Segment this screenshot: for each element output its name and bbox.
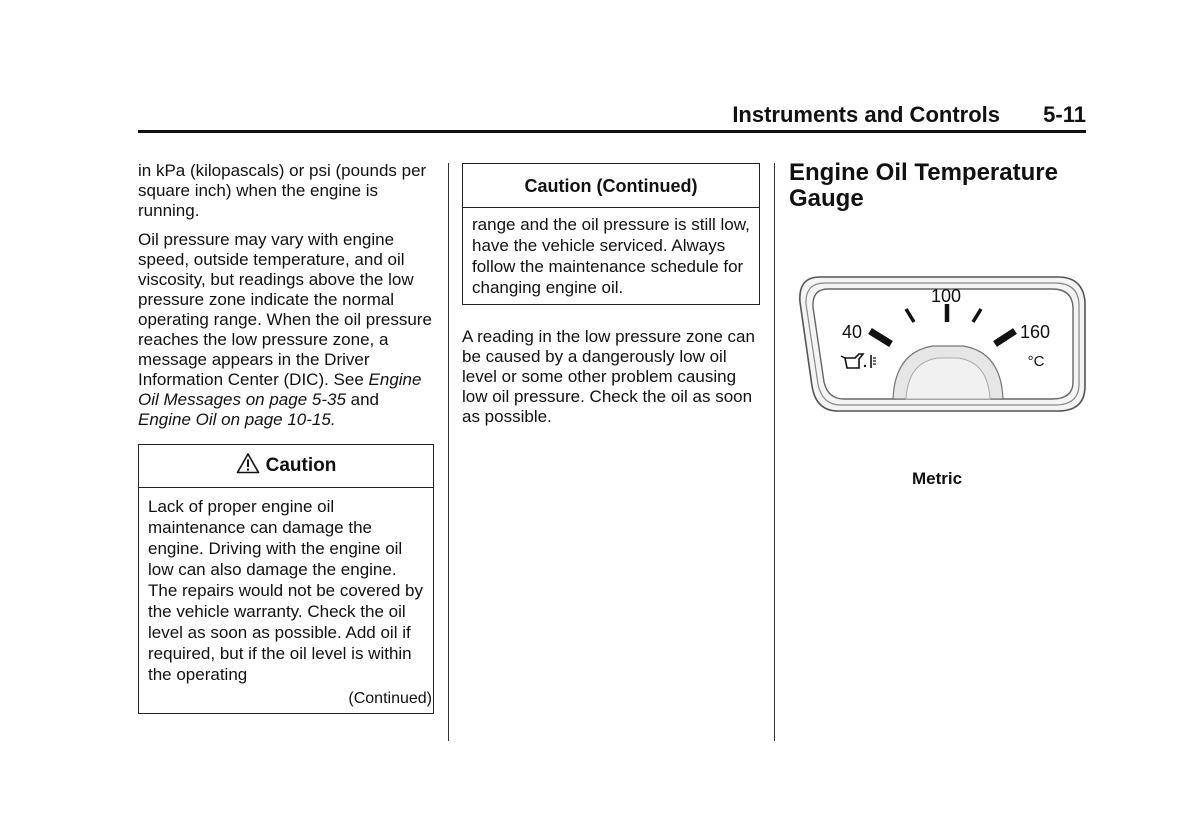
caution-title: Caution [265,455,337,476]
section-title: Instruments and Controls [732,102,1000,127]
caution-header [139,445,433,488]
paragraph-text: . [330,410,336,429]
oil-temperature-gauge-illustration [798,274,1088,414]
gauge-label-160: 160 [1019,322,1051,342]
cross-reference-link[interactable]: Engine Oil Messages on page 5-35 [138,370,422,409]
gauge-label-40: 40 [841,322,863,342]
section-heading: Engine Oil Temperature Gauge [789,159,1058,212]
caution-body: range and the oil pressure is still low, have the vehicle serviced. Always follow the maintenance schedule for changing engine oil. [472,215,750,297]
caution-continued-box [462,163,760,305]
column-right [789,159,1089,488]
column-left [138,161,434,714]
paragraph-text: and [345,390,379,409]
page-number: 5-11 [1043,102,1086,127]
paragraph [138,230,434,430]
cross-reference-link[interactable]: Engine Oil on page 10-15 [138,410,331,429]
gauge-label-100: 100 [930,286,962,306]
warning-triangle-icon [236,448,260,490]
page-header [138,100,1086,133]
caution-body: Lack of proper engine oil maintenance can damage the engine. Driving with the engine oil low can also damage the engine. The repairs would not be covered by the vehicle warranty. Check the oil level as soon as possible. Add oil if required, but if the oil level is within the operating [148,497,423,684]
gauge-unit: °C [1027,353,1045,370]
caution-header: Caution (Continued) [463,164,759,208]
paragraph: in kPa (kilopascals) or psi (pounds per square inch) when the engine is running. [138,161,427,220]
caution-box [138,444,434,714]
paragraph: A reading in the low pressure zone can be caused by a dangerously low oil level or some other problem causing low oil pressure. Check the oil as soon as possible. [462,327,755,426]
column-divider [774,163,775,741]
column-middle [462,163,760,436]
column-divider [448,163,449,741]
continued-label: (Continued) [348,690,432,707]
figure-caption: Metric [911,469,963,488]
paragraph-text: Oil pressure may vary with engine speed, outside temperature, and oil viscosity, but readings above the low pressure zone indicate the normal operating range. When the oil pressure reaches the low pressure zone, a message appears in the Driver Information Center (DIC). See [138,230,432,389]
